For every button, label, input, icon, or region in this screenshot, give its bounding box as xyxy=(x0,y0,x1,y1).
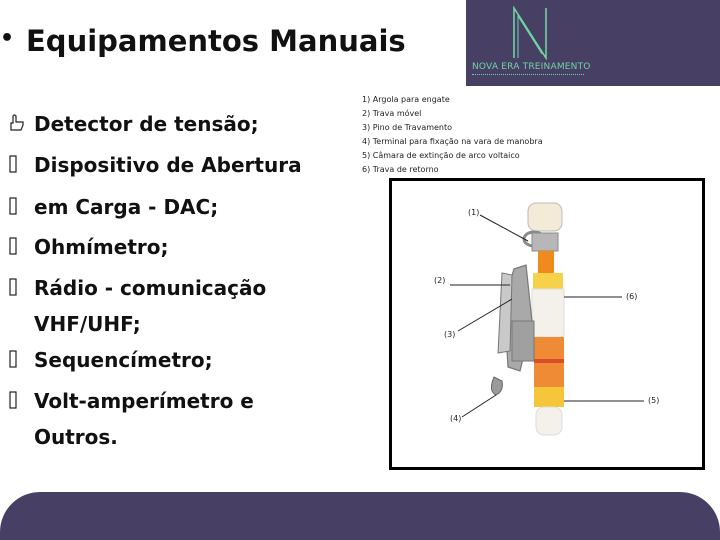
bullet-icon xyxy=(8,278,20,300)
pointing-hand-icon xyxy=(8,114,20,136)
list-item-text: Detector de tensão; xyxy=(34,112,259,136)
list-item-text: Outros. xyxy=(34,425,118,449)
list-item-text: VHF/UHF; xyxy=(34,312,141,336)
list-item-text: Sequencímetro; xyxy=(34,348,213,372)
callout-label: (1) xyxy=(468,208,480,217)
logo-n-icon xyxy=(510,6,550,60)
company-logo xyxy=(466,0,596,86)
legend-line: 5) Câmara de extinção de arco voltaico xyxy=(362,151,520,160)
figure-legend xyxy=(362,92,582,177)
legend-line: 2) Trava móvel xyxy=(362,109,422,118)
header-bar xyxy=(0,0,720,86)
list-item-text: Rádio - comunicação xyxy=(34,276,267,300)
title-area xyxy=(0,0,466,86)
load-break-tool-drawing xyxy=(392,181,702,467)
list-item-text: Ohmímetro; xyxy=(34,235,169,259)
bullet-icon xyxy=(8,237,20,259)
load-break-tool-figure xyxy=(389,178,705,470)
legend-line: 3) Pino de Travamento xyxy=(362,123,453,132)
bullet-icon xyxy=(8,350,20,372)
callout-label: (4) xyxy=(450,414,462,423)
footer-bar xyxy=(0,492,720,540)
legend-line: 4) Terminal para fixação na vara de manobra xyxy=(362,137,543,146)
list-item-text: Volt-amperímetro e xyxy=(34,389,254,413)
legend-line: 6) Trava de retorno xyxy=(362,165,439,174)
list-item-text: em Carga - DAC; xyxy=(34,195,219,219)
legend-line: 1) Argola para engate xyxy=(362,95,450,104)
bullet-icon xyxy=(8,391,20,413)
title-bullet: • xyxy=(0,26,15,51)
bullet-icon xyxy=(8,197,20,219)
logo-underline xyxy=(472,74,584,76)
page-title: Equipamentos Manuais xyxy=(26,24,406,58)
callout-label: (3) xyxy=(444,330,456,339)
callout-label: (2) xyxy=(434,276,446,285)
bullet-icon xyxy=(8,155,20,177)
logo-text: NOVA ERA TREINAMENTO xyxy=(472,62,591,72)
callout-label: (5) xyxy=(648,396,660,405)
callout-label: (6) xyxy=(626,292,638,301)
list-item-text: Dispositivo de Abertura xyxy=(34,153,302,177)
